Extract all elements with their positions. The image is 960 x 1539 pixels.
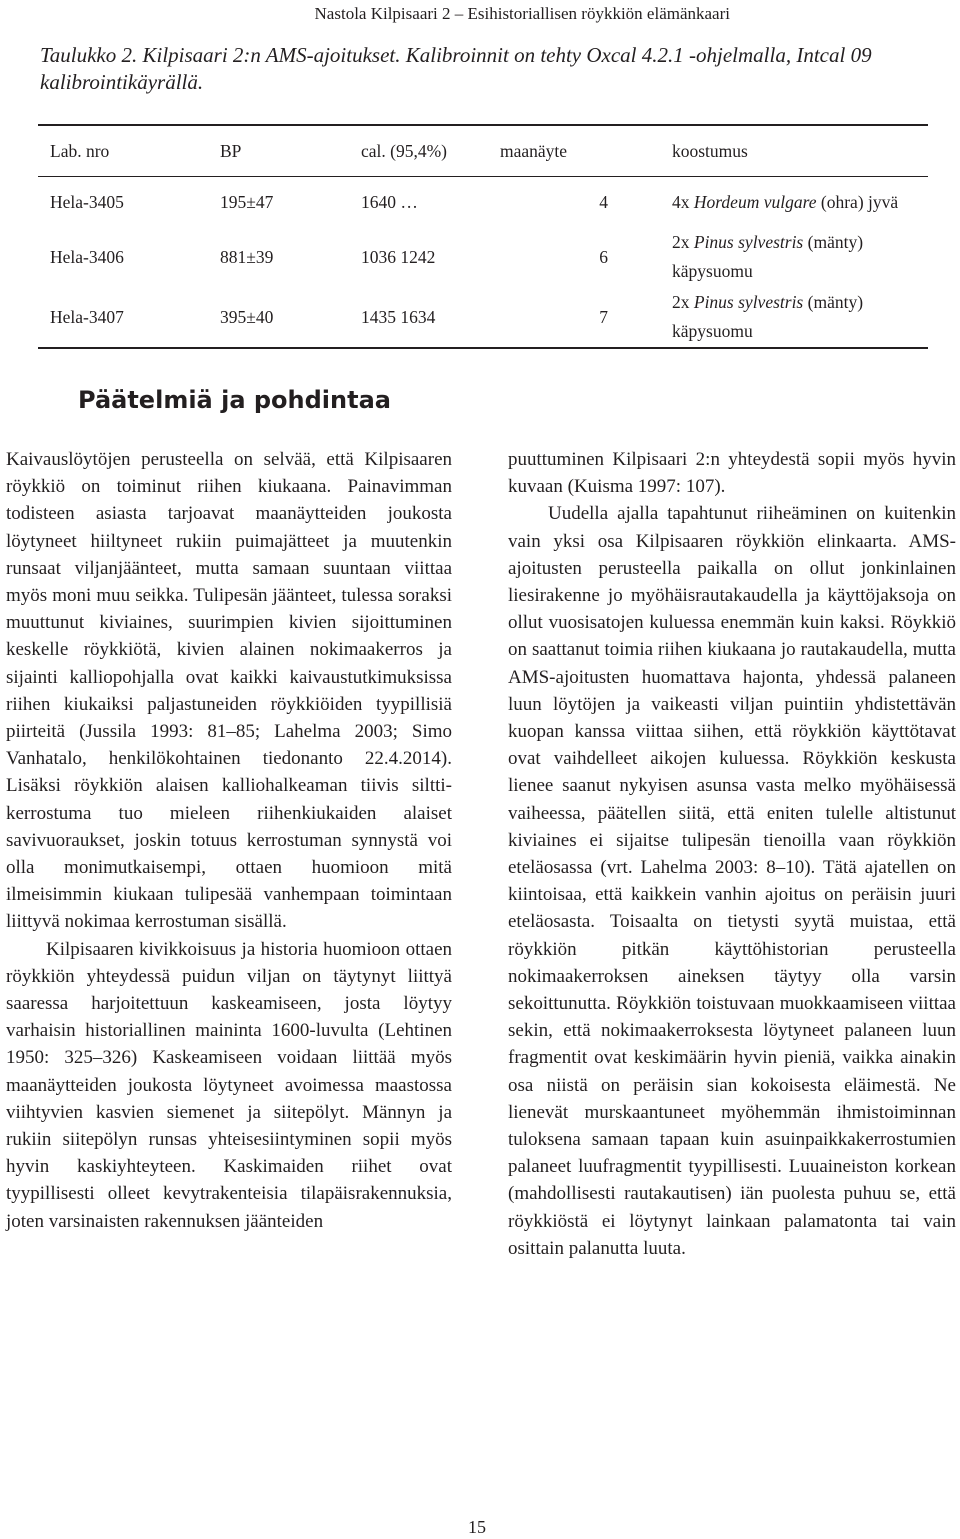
cell-sample: 6 [599, 246, 608, 267]
cell-cal: 1435 1634 [361, 306, 436, 327]
header-lab-number: Lab. nro [50, 140, 110, 161]
comp-line2: käpysuomu [672, 261, 753, 281]
page-number: 15 [468, 1517, 486, 1537]
header-bp: BP [220, 140, 242, 161]
body-column-right [508, 446, 956, 1262]
comp-prefix: 4x [672, 191, 694, 212]
table-row [38, 287, 928, 348]
header-calibrated: cal. (95,4%) [361, 140, 448, 161]
cell-bp: 195±47 [220, 191, 274, 212]
comp-prefix: 2x [672, 232, 694, 252]
cell-bp: 395±40 [220, 306, 274, 327]
header-soil-sample: maanäyte [500, 140, 568, 161]
cell-bp: 881±39 [220, 246, 274, 267]
header-composition: koostumus [672, 140, 748, 161]
table-row [38, 177, 928, 228]
paragraph: puuttuminen Kilpisaari 2:n yhteydestä sopii myös hyvin kuvaan (Kuisma 1997: 107). [508, 449, 956, 498]
running-header: Nastola Kilpisaari 2 – Esihistoriallisen röykkiön elämänkaari [314, 4, 730, 23]
paragraph: Kilpisaaren kivikkoisuus ja historia huomioon ottaen röykkiön yhteydessä puidun viljan on täytynyt liittyä saaressa harjoitettuun kaskeamiseen, josta löytyy varhaisin historiallinen maininta 1600-luvulta (Lehtinen 1950: 325–326) Kaskeamiseen voidaan liittää myös maanäytteiden joukosta löytyneet avoimessa maastossa viihtyvien kasvien siemenet ja siitepölyt. Männyn ja rukiin siitepölyn runsas yhteisesiintyminen sopii myös hyvin kaskiyhteyteen. Kaskimaiden riihet ovat tyypillisesti olleet kevytrakenteisia tilapäisrakennuksia, joten varsinaisten rakennuksen jäänteiden [6, 938, 452, 1232]
cell-sample: 7 [599, 306, 608, 327]
comp-suffix: (mänty) [803, 232, 864, 252]
table-row [38, 227, 928, 287]
comp-species: Hordeum vulgare [693, 191, 817, 212]
comp-suffix: (ohra) jyvä [816, 191, 899, 212]
cell-composition [672, 227, 928, 287]
ams-dating-table [38, 124, 928, 349]
comp-line2: käpysuomu [672, 321, 753, 341]
comp-species: Pinus sylvestris [693, 232, 804, 252]
paragraph: Uudella ajalla tapahtunut riiheäminen on kuitenkin vain yksi osa Kilpisaaren röykkiön elinkaarta. AMS-ajoitusten perusteella paikalla on ollut jonkinlainen liesirakenne jo myöhäisrautakaudella ja käyttöjaksoja on ollut vuosisatojen kuluessa enemmän kuin kaksi. Röykkiö on saattanut toimia riihen kiukaana jo rautakaudella, mutta AMS-ajoitusten huomattava hajonta, yhdessä palaneen luun löytöjen ja vaikeasti viljan puintiin yhdistettävän kuopan kanssa viittaa siihen, että röykkiön käyttötavat ovat vaihdelleet aikojen kuluessa. Röykkiön keskusta lienee saanut nykyisen asunsa vasta melko myöhäisessä vaiheessa, päätellen siitä, että eniten tulelle altistunut kiviaines ei sijaitse tulipesän tienoilla vaan röykkiön eteläosassa (vrt. Lahelma 2003: 8–10). Tätä ajatellen on kiintoisaa, että kaikkein vanhin ajoitus on peräisin juuri eteläosasta. Toisaalta on tietysti syytä muistaa, että röykkiön pitkän käyttöhistorian perusteella nokimaakerroksen aineksen täytyy olla varsin sekoittunutta. Röykkiön toistuvaan muokkaamiseen viittaa sekin, että nokimaakerroksesta löytyneet palaneen luun fragmentit ovat keskimäärin hyvin pieniä, vaikka ainakin osa niistä on peräisin sian kokoisesta eläimestä. Ne lienevät murskaantuneet myöhemmän ihmistoiminnan tuloksena samaan tapaan kuin asuinpaikkakerrostumien palaneet luufragmentit tyypillisesti. Luuaineiston korkean (mahdollisesti rautakautisen) iän puolesta puhuu se, että röykkiöstä ei löytynyt lainkaan palamatonta tai vain osittain palanutta luuta. [508, 503, 956, 1259]
body-column-left [6, 446, 452, 1235]
section-heading: Päätelmiä ja pohdintaa [78, 386, 391, 414]
cell-sample: 4 [599, 191, 608, 212]
cell-lab: Hela-3405 [50, 191, 124, 212]
paragraph: Kaivauslöytöjen perusteella on selvää, että Kilpisaaren röykkiö on toiminut riihen kiukaana. Painavimman todisteen asiasta tarjoavat maanäytteiden joukosta löytyneet hiiltyneet rukiin puimajätteet ja muutenkin runsaat viljanjäänteet, mutta samaan suuntaan viittaa myös moni muu seikka. Tulipesän jäänteet, tulessa soraksi muuttunut kiviaines, suurimpien kivien sijoittuminen keskelle röykkiötä, kivien alainen nokimaakerros ja sijainti kalliopohjalla ovat kaikki kaivaustutkimuksissa riihen kiukaiksi paljastuneiden röykkiöiden tyypillisiä piirteitä (Jussila 1993: 81–85; Lahelma 2003; Simo Vanhatalo, henkilökohtainen tiedonanto 22.4.2014). Lisäksi röykkiön alaisen kalliohalkeaman tiivis silttikerrostuma tuo mieleen riihenkiukaiden alaiset savivuoraukset, joskin totuus kerrostuman synnystä voi olla monimutkaisempi, ottaen huomioon mitä ilmeisimmin kiukaan tulipesää vanhempaan toimintaan liittyvä nokimaa kerrostuman sisällä. [6, 449, 452, 933]
table-caption: Taulukko 2. Kilpisaari 2:n AMS-ajoitukset. Kalibroinnit on tehty Oxcal 4.2.1 -ohjelmalla, Intcal 09 kalibrointikäyrällä. [40, 43, 872, 94]
comp-prefix: 2x [672, 292, 694, 312]
cell-composition [672, 177, 928, 228]
comp-species: Pinus sylvestris [693, 292, 804, 312]
cell-cal: 1036 1242 [361, 246, 436, 267]
table-header-row [38, 125, 928, 177]
cell-cal: 1640 … [361, 191, 418, 212]
cell-lab: Hela-3407 [50, 306, 124, 327]
cell-composition [672, 287, 928, 348]
cell-lab: Hela-3406 [50, 246, 124, 267]
comp-suffix: (mänty) [803, 292, 864, 312]
